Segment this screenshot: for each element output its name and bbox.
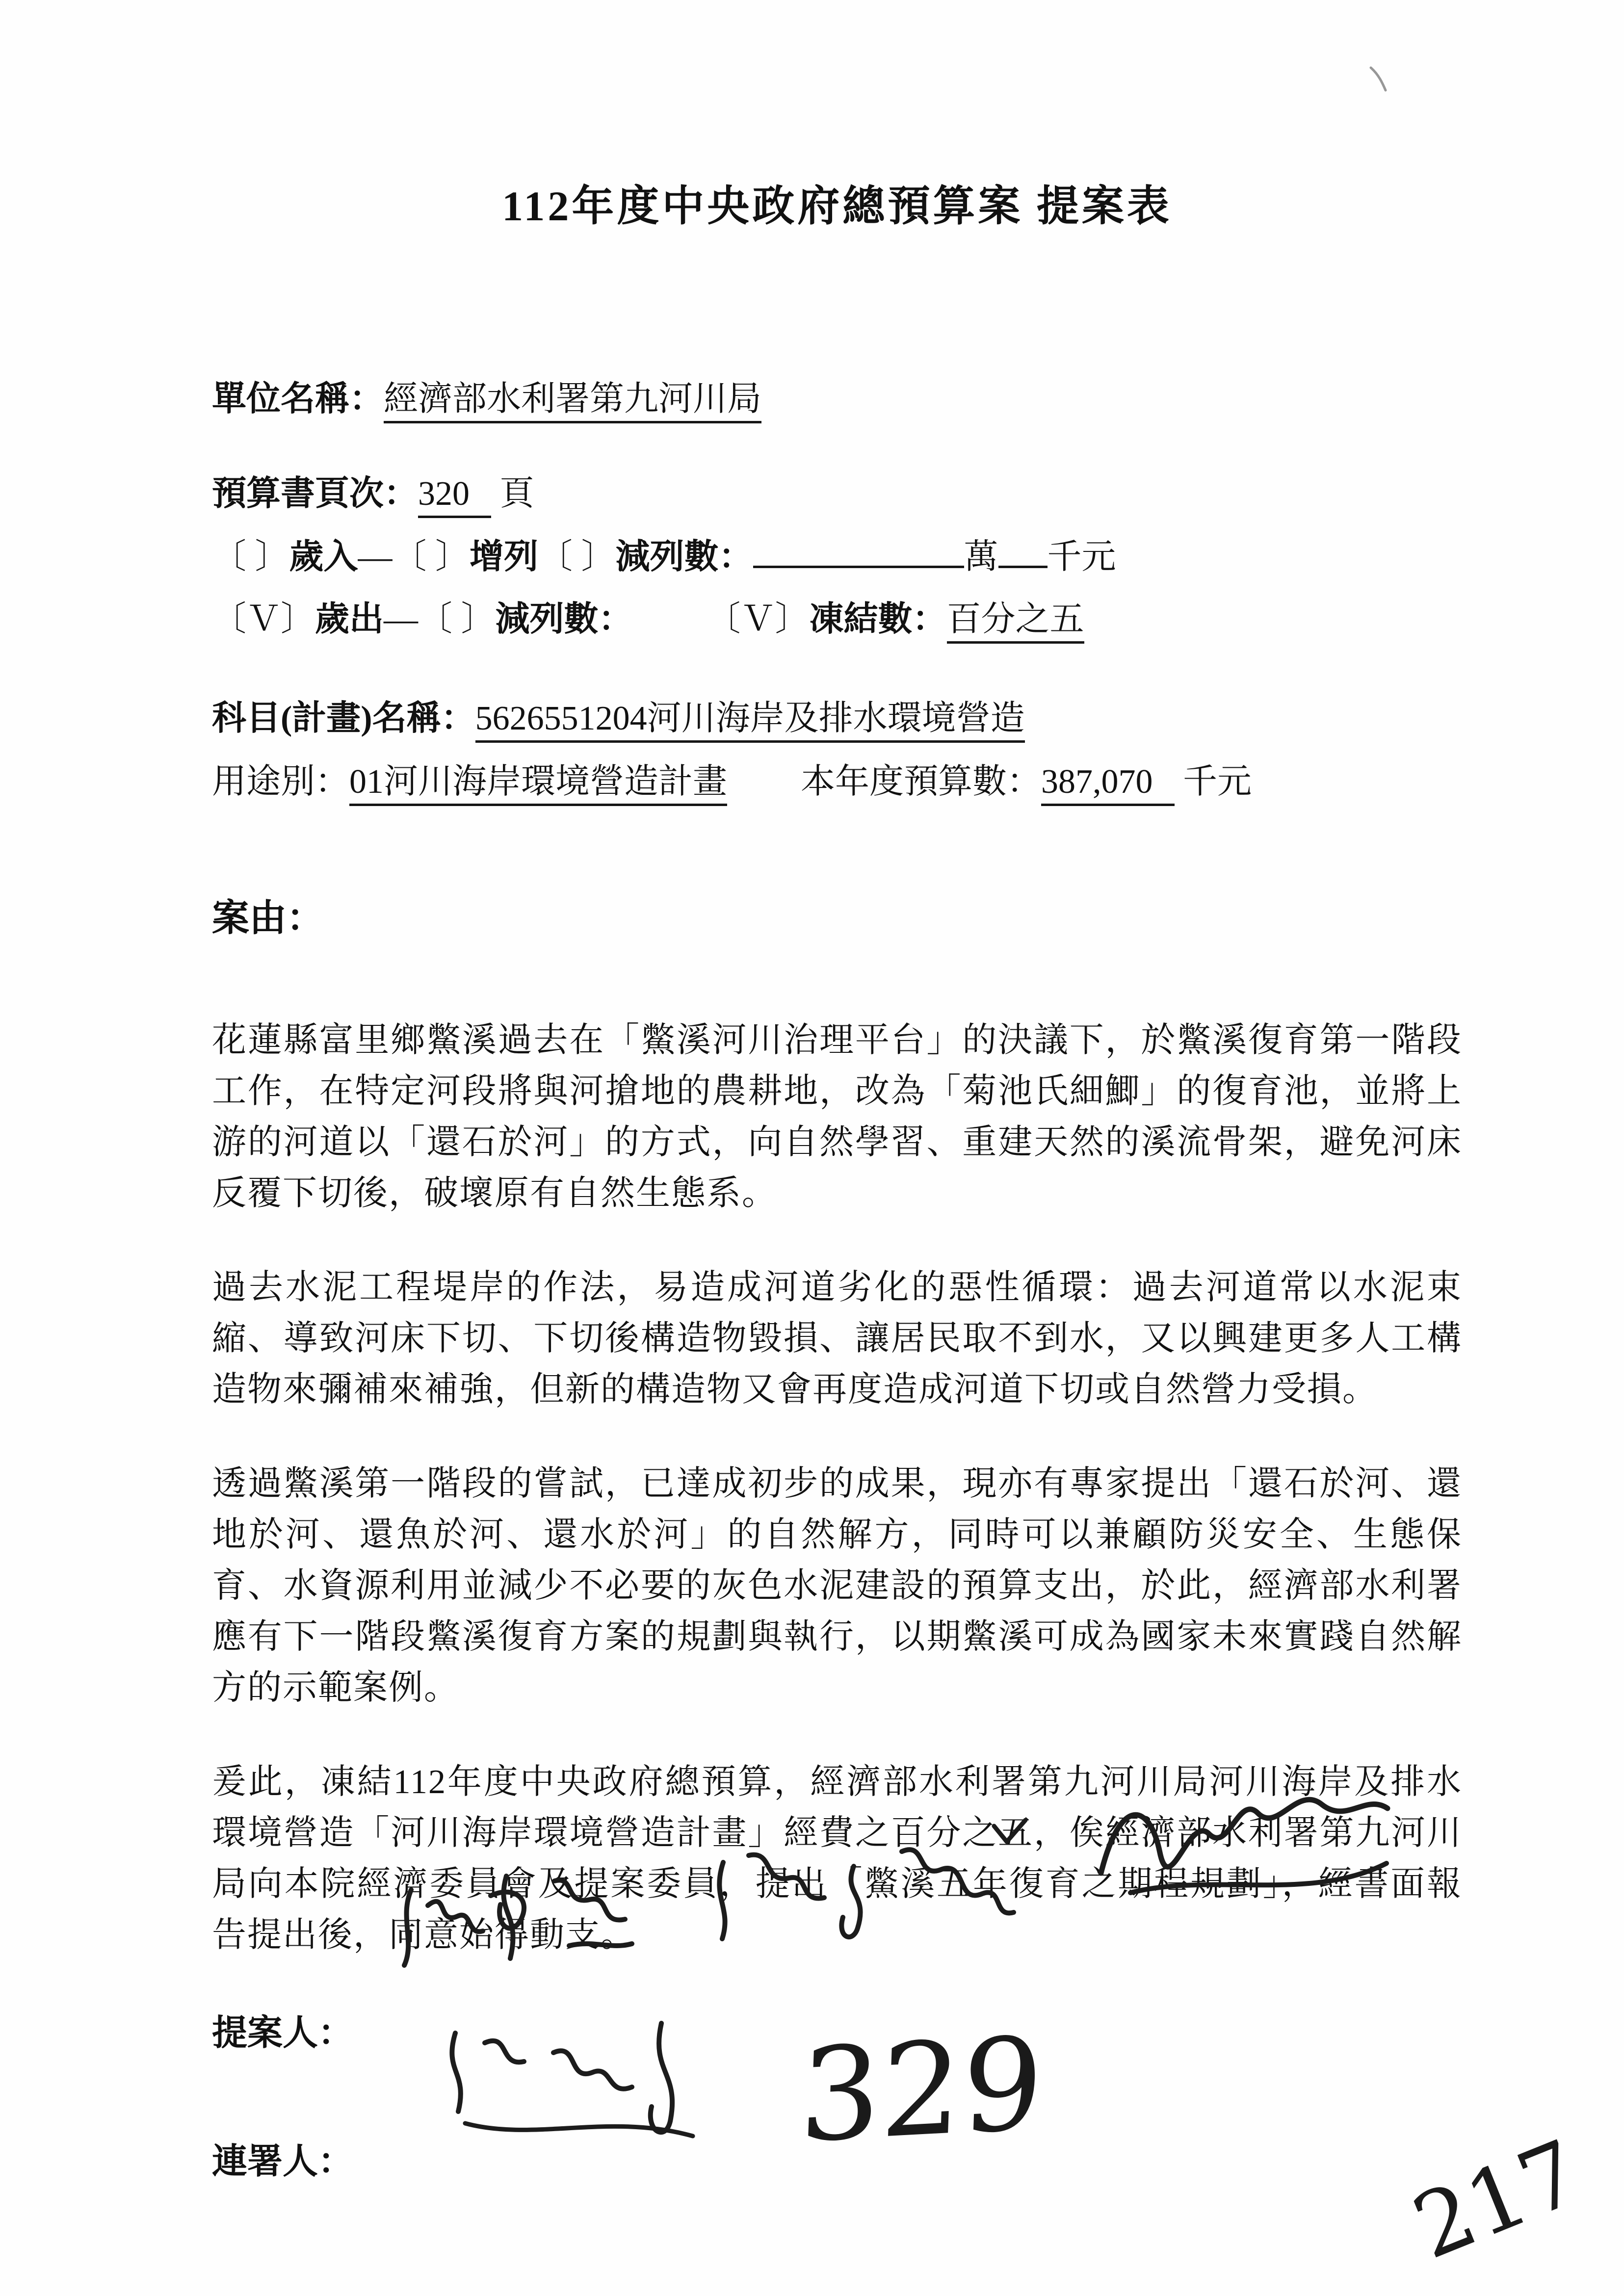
budget-page-label: 預算書頁次： xyxy=(212,474,418,513)
unit-name-value: 經濟部水利署第九河川局 xyxy=(384,380,761,423)
expense-checkbox-checked: 〔Ｖ〕 xyxy=(212,600,315,638)
freeze-label: 凍結數： xyxy=(809,600,947,638)
cosigner-label: 連署人： xyxy=(212,2142,354,2181)
field-usage-row xyxy=(212,762,1462,802)
revenue-thousand-unit: 千元 xyxy=(1047,538,1116,576)
budget-page-suffix: 頁 xyxy=(499,474,534,513)
freeze-value: 百分之五 xyxy=(947,600,1084,644)
revenue-thousand-blank xyxy=(998,536,1048,568)
case-paragraph-3: 透過鱉溪第一階段的嘗試，已達成初步的成果，現亦有專家提出「還石於河、還地於河、還魚於河、還水於河」的自然解方，同時可以兼顧防災安全、生態保育、水資源利用並減少不必要的灰色水泥建設的預算支出，於此，經濟部水利署應有下一階段鱉溪復育方案的規劃與執行，以期鱉溪可成為國家未來實踐自然解方的示範案例。 xyxy=(212,1465,1462,1707)
year-budget-value: 387,070 xyxy=(1041,763,1175,806)
field-revenue-row xyxy=(212,536,1462,577)
expense-label: 歲出 xyxy=(315,600,384,638)
case-paragraph-2: 過去水泥工程堤岸的作法，易造成河道劣化的惡性循環：過去河道常以水泥束縮、導致河床下切、下切後構造物毀損、讓居民取不到水，又以興建更多人工構造物來彌補來補強，但新的構造物又會再度造成河道下切或自然營力受損。 xyxy=(212,1269,1462,1409)
year-budget-label: 本年度預算數： xyxy=(801,762,1041,801)
subject-label: 科目(計畫)名稱： xyxy=(212,700,475,737)
freeze-checkbox-checked: 〔Ｖ〕 xyxy=(706,600,810,638)
case-reason-label: 案由： xyxy=(212,898,324,939)
usage-value: 01河川海岸環境營造計畫 xyxy=(349,763,727,806)
subject-value: 5626551204河川海岸及排水環境營造 xyxy=(475,700,1025,743)
usage-label: 用途別： xyxy=(212,762,349,801)
revenue-cut-checkbox: 〔 〕 xyxy=(538,538,616,576)
budget-page-value: 320 xyxy=(418,475,491,518)
handwritten-corner-number: 217 xyxy=(1400,2121,1595,2279)
unit-name-label: 單位名稱： xyxy=(212,380,384,418)
field-unit-name xyxy=(212,380,1462,419)
expense-cut-label: 減列數： xyxy=(495,600,633,638)
revenue-cut-label: 減列數： xyxy=(615,538,753,576)
expense-cut-checkbox: 〔 〕 xyxy=(418,600,496,638)
revenue-add-checkbox: 〔 〕 xyxy=(392,538,470,576)
field-expense-row xyxy=(212,600,1462,640)
revenue-label: 歲入 xyxy=(289,538,358,576)
handwritten-page-number: 329 xyxy=(797,2009,1046,2171)
field-budget-book-page xyxy=(212,474,1462,514)
field-subject-name xyxy=(212,699,1462,739)
year-budget-unit: 千元 xyxy=(1183,762,1252,801)
revenue-wan-unit: 萬 xyxy=(964,538,998,576)
document-title: 112年度中央政府總預算案 提案表 xyxy=(502,183,1172,230)
case-paragraph-4: 爰此，凍結112年度中央政府總預算，經濟部水利署第九河川局河川海岸及排水環境營造「河川海岸環境營造計畫」經費之百分之五，俟經濟部水利署第九河川局向本院經濟委員會及提案委員，提出「鱉溪五年復育之期程規劃」，經書面報告提出後，同意始得動支。 xyxy=(212,1763,1462,1954)
expense-dash: — xyxy=(384,600,418,638)
revenue-add-label: 增列 xyxy=(470,538,538,576)
revenue-amount-blank xyxy=(753,536,964,568)
case-paragraph-1: 花蓮縣富里鄉鱉溪過去在「鱉溪河川治理平台」的決議下，於鱉溪復育第一階段工作，在特定河段將與河搶地的農耕地，改為「菊池氏細鯽」的復育池，並將上游的河道以「還石於河」的方式，向自然學習、重建天然的溪流骨架，避免河床反覆下切後，破壞原有自然生態系。 xyxy=(212,1021,1462,1212)
revenue-checkbox: 〔 〕 xyxy=(212,538,289,576)
revenue-dash: — xyxy=(358,538,393,576)
proposer-label: 提案人： xyxy=(212,2013,354,2053)
